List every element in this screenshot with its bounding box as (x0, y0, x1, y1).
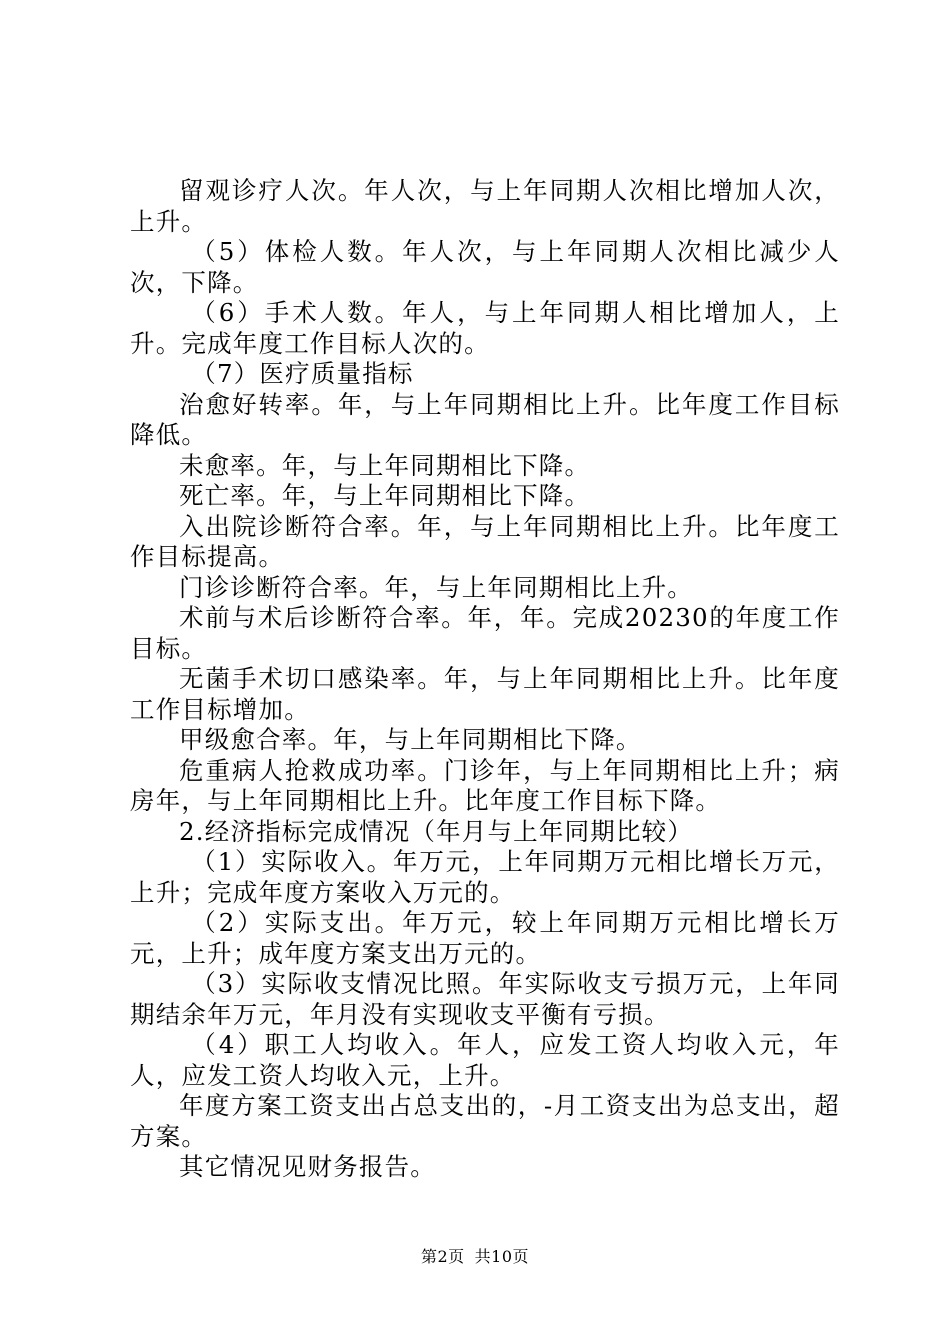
page-footer (0, 1244, 950, 1267)
paragraph-infection-rate: 无菌手术切口感染率。年，与上年同期相比上升。比年度工作目标增加。 (130, 664, 840, 724)
page-total: 共10页 (474, 1247, 530, 1266)
paragraph-other-info: 其它情况见财务报告。 (179, 1152, 436, 1181)
paragraph-admission-diagnosis: 入出院诊断符合率。年，与上年同期相比上升。比年度工作目标提高。 (130, 511, 840, 571)
paragraph-quality-heading: （7）医疗质量指标 (191, 359, 414, 388)
paragraph-wage-expense: 年度方案工资支出占总支出的，-月工资支出为总支出，超方案。 (130, 1091, 840, 1151)
paragraph-outpatient-diagnosis: 门诊诊断符合率。年，与上年同期相比上升。 (179, 572, 693, 602)
paragraph-staff-income: （4）职工人均收入。年人，应发工资人均收入元，年人，应发工资人均收入元，上升。 (130, 1030, 840, 1090)
paragraph-rescue-rate: 危重病人抢救成功率。门诊年，与上年同期相比上升；病房年，与上年同期相比上升。比年度工作目标下降。 (130, 755, 840, 815)
paragraph-healing-rate: 甲级愈合率。年，与上年同期相比下降。 (179, 725, 642, 754)
paragraph-observation-visits: 留观诊疗人次。年人次，与上年同期人次相比增加人次，上升。 (130, 176, 840, 236)
paragraph-balance: （3）实际收支情况比照。年实际收支亏损万元，上年同期结余年万元，年月没有实现收支平衡有亏损。 (130, 969, 840, 1029)
paragraph-surgical-diagnosis: 术前与术后诊断符合率。年，年。完成20230的年度工作目标。 (130, 603, 840, 663)
paragraph-surgery-count: （6）手术人数。年人，与上年同期人相比增加人，上升。完成年度工作目标人次的。 (130, 298, 840, 358)
paragraph-actual-income: （1）实际收入。年万元，上年同期万元相比增长万元，上升；完成年度方案收入万元的。 (130, 847, 840, 907)
document-body (130, 176, 840, 1183)
paragraph-mortality-rate: 死亡率。年，与上年同期相比下降。 (179, 481, 591, 510)
paragraph-cure-rate: 治愈好转率。年，与上年同期相比上升。比年度工作目标降低。 (130, 389, 840, 449)
page-number: 第2页 (420, 1247, 465, 1266)
paragraph-actual-expense: （2）实际支出。年万元，较上年同期万元相比增长万元，上升；成年度方案支出万元的。 (130, 908, 840, 968)
paragraph-uncured-rate: 未愈率。年，与上年同期相比下降。 (179, 450, 591, 480)
paragraph-physical-exam-count: （5）体检人数。年人次，与上年同期人次相比减少人次，下降。 (130, 237, 840, 297)
paragraph-economic-heading: 2.经济指标完成情况（年月与上年同期比较） (179, 816, 694, 846)
